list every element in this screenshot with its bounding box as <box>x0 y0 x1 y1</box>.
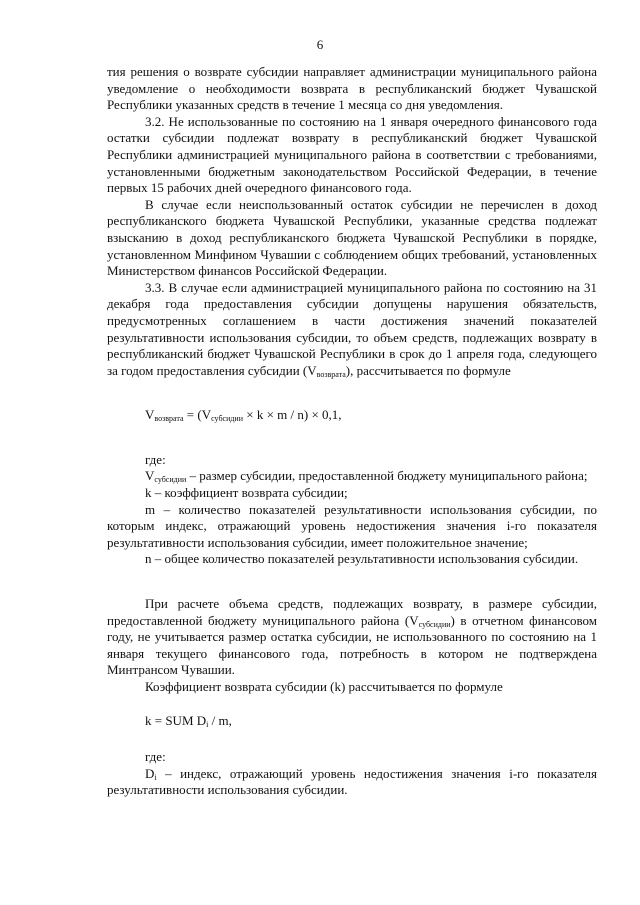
definition-v-subsidy: $V_{субсидии}$ – размер субсидии, предоставленной бюджету муниципального района; <box>145 468 588 485</box>
formula-coefficient: k = SUM $D_i$ / m, <box>145 712 232 729</box>
definition-k: k – коэффициент возврата субсидии; <box>145 485 348 501</box>
page-number: 6 <box>316 37 324 52</box>
paragraph-unused-remainder: В случае если неиспользованный остаток субсидии не перечислен в доход республиканского бюджета Чувашской Республики, указанные средства подлежат взысканию в доход республиканского бюджета Чувашской Республики в порядке, установленном Минфином Чувашии с соблюдением общих требований, установленных Министерством финансов Российской Федерации. <box>107 196 597 279</box>
paragraph-3-2: 3.2. Не использованные по состоянию на 1 января очередного финансового года остатки субсидии подлежат возврату в республиканский бюджет Чувашской Республики администрацией муниципального района в соответствии с требованиями, установленными бюджетным законодательством Российской Федерации, в течение первых 15 рабочих дней очередного финансового года. <box>107 113 597 196</box>
definition-d-i: $D_i$ – индекс, отражающий уровень недостижения значения i-го показателя результативности использования субсидии. <box>107 765 597 798</box>
paragraph-calculation-note: При расчете объема средств, подлежащих возврату, в размере субсидии, предоставленной бюджету муниципального района $(V_{субсидии})$ в отчетном финансовом году, не учитывается размер остатка субсидии, не использованного по состоянию на 1 января текущего финансового года, потребность в котором не подтверждена Минтрансом Чувашии. <box>107 596 598 678</box>
where-label: где: <box>145 451 166 467</box>
definition-m: m – количество показателей результативности использования субсидии, по которым индекс, отражающий уровень недостижения значения i-го показателя результативности использования субсидии, имеет положительное значение; <box>107 501 597 550</box>
where-label-2: где: <box>145 749 166 765</box>
document-body <box>107 64 597 799</box>
coefficient-intro: Коэффициент возврата субсидии (k) рассчитывается по формуле <box>145 679 503 694</box>
paragraph-3-3: 3.3. В случае если администрацией муниципального района по состоянию на 31 декабря года предоставления субсидии допущены нарушения обязательств, предусмотренных соглашением в части достижения значений показателей результативности использования субсидии, то объем средств, подлежащих возврату в республиканский бюджет Чувашской Республики в срок до 1 апреля года, следующего за годом предоставления субсидии $(V_{возврата})$, рассчитывается по формуле <box>107 279 597 379</box>
paragraph-continuation: тия решения о возврате субсидии направляет администрации муниципального района уведомление о необходимости возврата в республиканский бюджет Чувашской Республики указанных средств в течение 1 месяца со дня уведомления. <box>107 64 597 113</box>
formula-return-volume: $V_{возврата} = (V_{субсидии} \times k \times m / n) \times 0,1$, <box>145 407 342 424</box>
definition-n: n – общее количество показателей результативности использования субсидии. <box>145 551 579 567</box>
